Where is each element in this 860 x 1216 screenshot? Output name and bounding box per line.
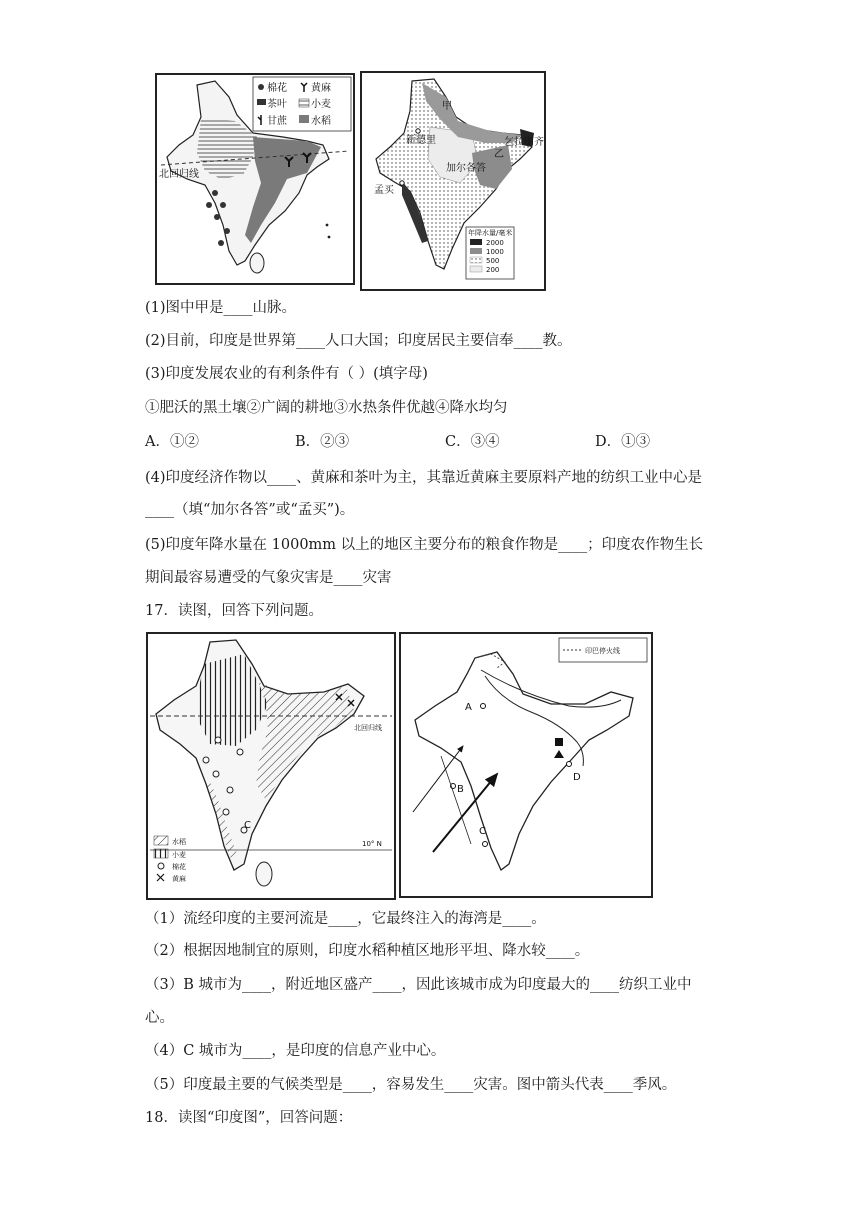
svg-text:茶叶: 茶叶: [267, 99, 287, 110]
q16-part2: (2)目前，印度是世界第____人口大国；印度居民主要信奉____教。: [145, 333, 572, 349]
precip-legend-200: 200: [486, 266, 500, 274]
rice-region: [256, 682, 354, 800]
q16-option-d: D．①③: [595, 434, 651, 450]
crop-distribution-map: [155, 73, 355, 285]
precip-legend-500: 500: [486, 257, 500, 265]
city-d: D: [573, 772, 581, 783]
label-kolkata: 加尔各答: [446, 163, 486, 174]
svg-text:小麦: 小麦: [311, 99, 331, 110]
q17-part2: （2）根据因地制宜的原则，印度水稻种植区地形平坦、降水较____。: [145, 943, 590, 959]
precip-map-svg: [362, 73, 544, 289]
precip-legend-title: 年降水量/毫米: [468, 229, 513, 237]
city-a: A: [465, 702, 472, 713]
label-mumbai: 孟买: [374, 185, 394, 196]
q17-part3-line1: （3）B 城市为____，附近地区盛产____，因此该城市成为印度最大的____纺织工业中: [145, 977, 692, 993]
label-newdelhi: 新德里: [406, 135, 436, 146]
crop-regions-svg: [148, 634, 394, 898]
q16-part5-line2: 期间最容易遭受的气象灾害是____灾害: [145, 570, 392, 586]
legend-wheat-3: 小麦: [172, 851, 186, 859]
q18-title: 18．读图“印度图”，回答问题：: [145, 1110, 353, 1126]
india-outline-3: [156, 640, 364, 870]
city-c: C: [479, 826, 486, 837]
q17-part1: （1）流经印度的主要河流是____，它最终注入的海湾是____。: [145, 911, 546, 927]
q16-part4-line1: (4)印度经济作物以____、黄麻和茶叶为主，其靠近黄麻主要原料产地的纺织工业中心是: [145, 470, 703, 486]
cities-monsoon-map: [399, 632, 653, 898]
precip-legend-2000: 2000: [486, 239, 504, 247]
svg-text:棉花: 棉花: [267, 83, 287, 94]
lat10-label: 10° N: [362, 840, 382, 848]
q17-title: 17．读图，回答下列问题。: [145, 603, 323, 619]
monsoon-arrow-1: [413, 746, 463, 812]
q16-part3-items: ①肥沃的黑土壤②广阔的耕地③水热条件优越④降水均匀: [145, 400, 508, 416]
q16-part1: (1)图中甲是____山脉。: [145, 300, 297, 316]
label-yi: 乙: [494, 149, 504, 160]
regions-legend: [154, 836, 186, 883]
q16-option-b: B．②③: [295, 434, 350, 450]
q16-part4-line2: ____（填“加尔各答”或“孟买”)。: [145, 502, 355, 518]
sri-lanka: [250, 253, 264, 273]
q16-part3: (3)印度发展农业的有利条件有（ ）(填字母): [145, 366, 428, 382]
precip-legend-1000: 1000: [486, 248, 504, 256]
q17-part5: （5）印度最主要的气候类型是____，容易发生____灾害。图中箭头代表____季风。: [145, 1077, 677, 1093]
svg-text:黄麻: 黄麻: [311, 83, 331, 94]
label-c-map3: C: [244, 820, 251, 831]
tropic-label-3: 北回归线: [354, 724, 382, 732]
q16-option-a: A．①②: [145, 434, 199, 450]
crop-regions-map: [146, 632, 396, 900]
sri-lanka-3: [256, 862, 272, 886]
india-outline-4: [415, 652, 633, 870]
q17-part4: （4）C 城市为____，是印度的信息产业中心。: [145, 1043, 446, 1059]
city-b: B: [457, 784, 464, 795]
label-jia: 甲: [442, 101, 452, 112]
q16-option-c: C．③④: [445, 434, 500, 450]
label-cherrapunji: 乞拉朋齐: [504, 137, 544, 148]
svg-text:甘蔗: 甘蔗: [267, 116, 287, 127]
q16-part5-line1: (5)印度年降水量在 1000mm 以上的地区主要分布的粮食作物是____；印度农作物生长: [145, 537, 704, 553]
ceasefire-legend-label: 印巴停火线: [585, 647, 620, 655]
crop-map-svg: [157, 75, 353, 283]
q17-part3-line2: 心。: [145, 1010, 174, 1026]
svg-text:水稻: 水稻: [311, 116, 331, 127]
tropic-label: 北回归线: [159, 169, 199, 180]
cities-monsoon-svg: [401, 634, 651, 896]
legend-jute-3: 黄麻: [172, 875, 186, 883]
precipitation-map: [360, 71, 546, 291]
resource-square: [555, 738, 563, 746]
legend-cotton-3: 棉花: [172, 863, 186, 871]
map-marks: [326, 224, 331, 239]
legend-rice-3: 水稻: [172, 838, 186, 846]
